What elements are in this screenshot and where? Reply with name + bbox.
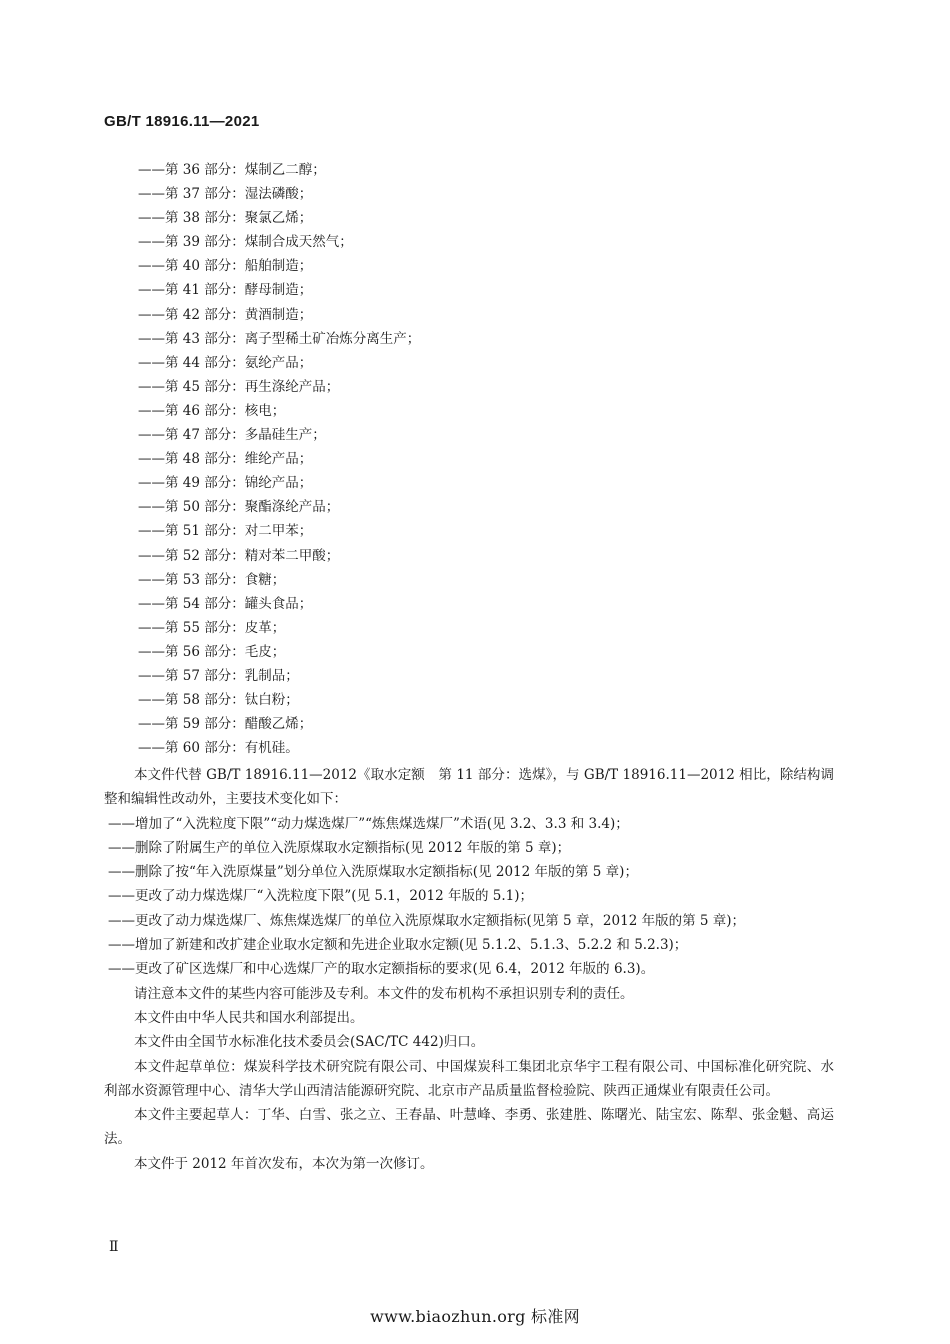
- replacement-paragraph: 本文件代替 GB/T 18916.11—2012《取水定额 第 11 部分：选煤》，与 GB/T 18916.11—2012 相比，除结构调整和编辑性改动外，主要技术变化如下：: [104, 767, 834, 808]
- change-item: ——删除了附属生产的单位入洗原煤取水定额指标(见 2012 年版的第 5 章)；: [108, 839, 571, 856]
- list-item: ——第 44 部分：氨纶产品；: [138, 354, 313, 371]
- document-code: GB/T 18916.11—2021: [104, 113, 260, 130]
- change-item: ——更改了动力煤选煤厂“入洗粒度下限”(见 5.1，2012 年版的 5.1)；: [108, 888, 534, 905]
- list-item: ——第 51 部分：对二甲苯；: [138, 523, 313, 540]
- list-item: ——第 37 部分：湿法磷酸；: [138, 186, 313, 203]
- list-item: ——第 45 部分：再生涤纶产品；: [138, 378, 340, 395]
- change-item: ——增加了“入洗粒度下限”“动力煤选煤厂”“炼焦煤选煤厂”术语(见 3.2、3.3 和 3.4)；: [108, 815, 629, 832]
- history-paragraph: 本文件于 2012 年首次发布，本次为第一次修订。: [134, 1155, 434, 1172]
- list-item: ——第 40 部分：船舶制造；: [138, 258, 313, 275]
- change-item: ——删除了按“年入洗原煤量”划分单位入洗原煤取水定额指标(见 2012 年版的第 5 章)；: [108, 864, 638, 881]
- parts-list: [138, 158, 420, 760]
- list-item: ——第 36 部分：煤制乙二醇；: [138, 162, 326, 178]
- drafters-paragraph: 本文件主要起草人：丁华、白雪、张之立、王春晶、叶慧峰、李勇、张建胜、陈曙光、陆宝宏、陈犁、张金魁、高运法。: [104, 1107, 834, 1148]
- change-item: ——更改了动力煤选煤厂、炼焦煤选煤厂的单位入洗原煤取水定额指标(见第 5 章，2012 年版的第 5 章)；: [108, 912, 746, 929]
- patent-notice: 请注意本文件的某些内容可能涉及专利。本文件的发布机构不承担识别专利的责任。: [134, 985, 634, 1002]
- list-item: ——第 42 部分：黄酒制造；: [138, 306, 313, 323]
- list-item: ——第 58 部分：钛白粉；: [138, 692, 299, 709]
- proposer-paragraph: 本文件由中华人民共和国水利部提出。: [134, 1009, 364, 1026]
- foreword-body: [104, 763, 834, 1176]
- list-item: ——第 50 部分：聚酯涤纶产品；: [138, 499, 340, 516]
- list-item: ——第 41 部分：酵母制造；: [138, 282, 313, 299]
- list-item: ——第 60 部分：有机硅。: [138, 740, 299, 757]
- list-item: ——第 39 部分：煤制合成天然气；: [138, 234, 353, 251]
- list-item: ——第 38 部分：聚氯乙烯；: [138, 210, 313, 227]
- list-item: ——第 54 部分：罐头食品；: [138, 595, 313, 612]
- list-item: ——第 48 部分：维纶产品；: [138, 451, 313, 468]
- list-item: ——第 59 部分：醋酸乙烯；: [138, 716, 313, 733]
- page-number: Ⅱ: [109, 1239, 119, 1255]
- change-item: ——增加了新建和改扩建企业取水定额和先进企业取水定额(见 5.1.2、5.1.3、5.2.2 和 5.2.3)；: [108, 937, 688, 954]
- list-item: ——第 47 部分：多晶硅生产；: [138, 427, 326, 444]
- change-item: ——更改了矿区选煤厂和中心选煤厂产的取水定额指标的要求(见 6.4，2012 年版的 6.3)。: [108, 961, 655, 978]
- list-item: ——第 43 部分：离子型稀土矿冶炼分离生产；: [138, 330, 421, 347]
- list-item: ——第 49 部分：锦纶产品；: [138, 475, 313, 492]
- list-item: ——第 57 部分：乳制品；: [138, 667, 299, 684]
- list-item: ——第 55 部分：皮革；: [138, 619, 286, 636]
- list-item: ——第 46 部分：核电；: [138, 402, 286, 419]
- drafting-units-paragraph: 本文件起草单位：煤炭科学技术研究院有限公司、中国煤炭科工集团北京华宇工程有限公司、中国标准化研究院、水利部水资源管理中心、清华大学山西清洁能源研究院、北京市产品质量监督检验院、陕西正通煤业有限责任公司。: [104, 1058, 834, 1099]
- list-item: ——第 53 部分：食糖；: [138, 571, 286, 588]
- committee-paragraph: 本文件由全国节水标准化技术委员会(SAC/TC 442)归口。: [134, 1034, 485, 1051]
- footer-watermark: www.biaozhun.org 标准网: [370, 1307, 580, 1326]
- list-item: ——第 52 部分：精对苯二甲酸；: [138, 547, 340, 564]
- list-item: ——第 56 部分：毛皮；: [138, 643, 286, 660]
